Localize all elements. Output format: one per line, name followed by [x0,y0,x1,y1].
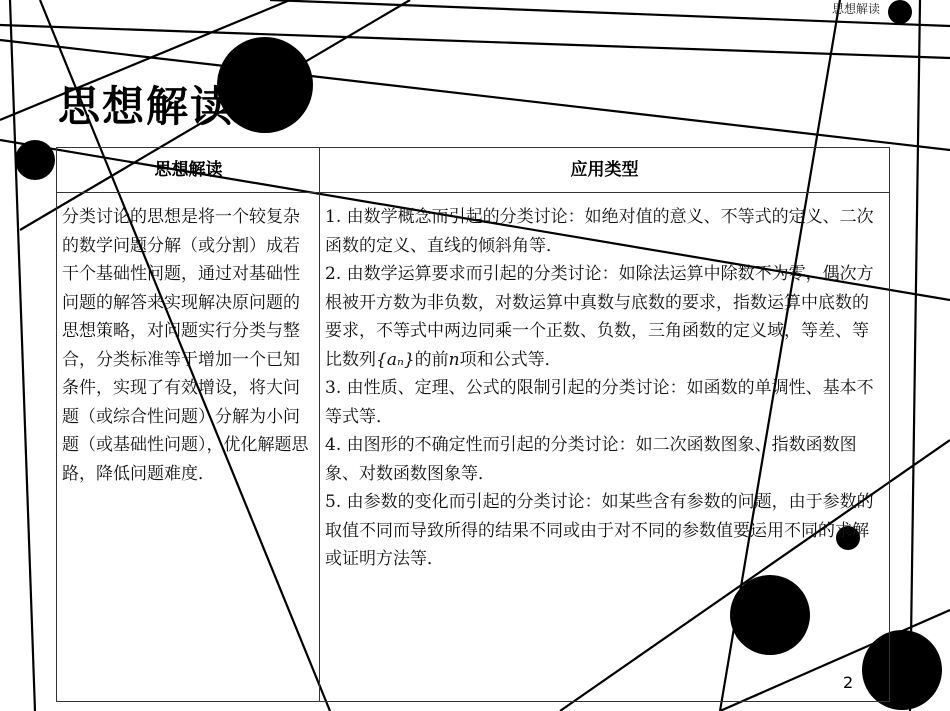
table-header-row [57,148,889,193]
idea-explanation-text: 分类讨论的思想是将一个较复杂的数学问题分解（或分割）成若干个基础性问题，通过对基础性问题的解答来实现解决原问题的思想策略，对问题实行分类与整合，分类标准等于增加一个已知条件，实现了有效增设，将大问题（或综合性问题）分解为小问题（或基础性问题），优化解题思路，降低问题难度． [62,207,309,484]
application-types-list [325,203,885,574]
table-header-col1: 思想解读 [154,160,223,180]
page-title: 思想解读 [58,82,235,131]
header-label: 思想解读 [831,2,880,16]
application-item-3: 3. 由性质、定理、公式的限制引起的分类讨论：如函数的单调性、基本不等式等． [325,378,874,427]
application-item-5: 5. 由参数的变化而引起的分类讨论：如某些含有参数的问题，由于参数的取值不同而导致所得的结果不同或由于对不同的参数值要运用不同的求解或证明方法等． [325,492,874,569]
table-header-col2: 应用类型 [570,160,639,180]
variable-n: n [448,349,460,370]
application-item-2: 2. 由数学运算要求而引起的分类讨论：如除法运算中除数不为零，偶次方根被开方数为非负数，对数运算中真数与底数的要求，指数运算中底数的要求，不等式中两边同乘一个正数、负数，三角函数的定义域，等差、等比数列{aₙ}的前n项和公式等． [325,264,874,370]
page-number: 2 [843,673,854,692]
sequence-notation: {aₙ} [376,349,415,370]
application-item-1: 1. 由数学概念而引起的分类讨论：如绝对值的意义、不等式的定义、二次函数的定义、直线的倾斜角等． [325,207,874,256]
column-divider [319,148,320,701]
content-table [56,147,890,702]
application-item-4: 4. 由图形的不确定性而引起的分类讨论：如二次函数图象、指数函数图象、对数函数图象等． [325,435,857,484]
